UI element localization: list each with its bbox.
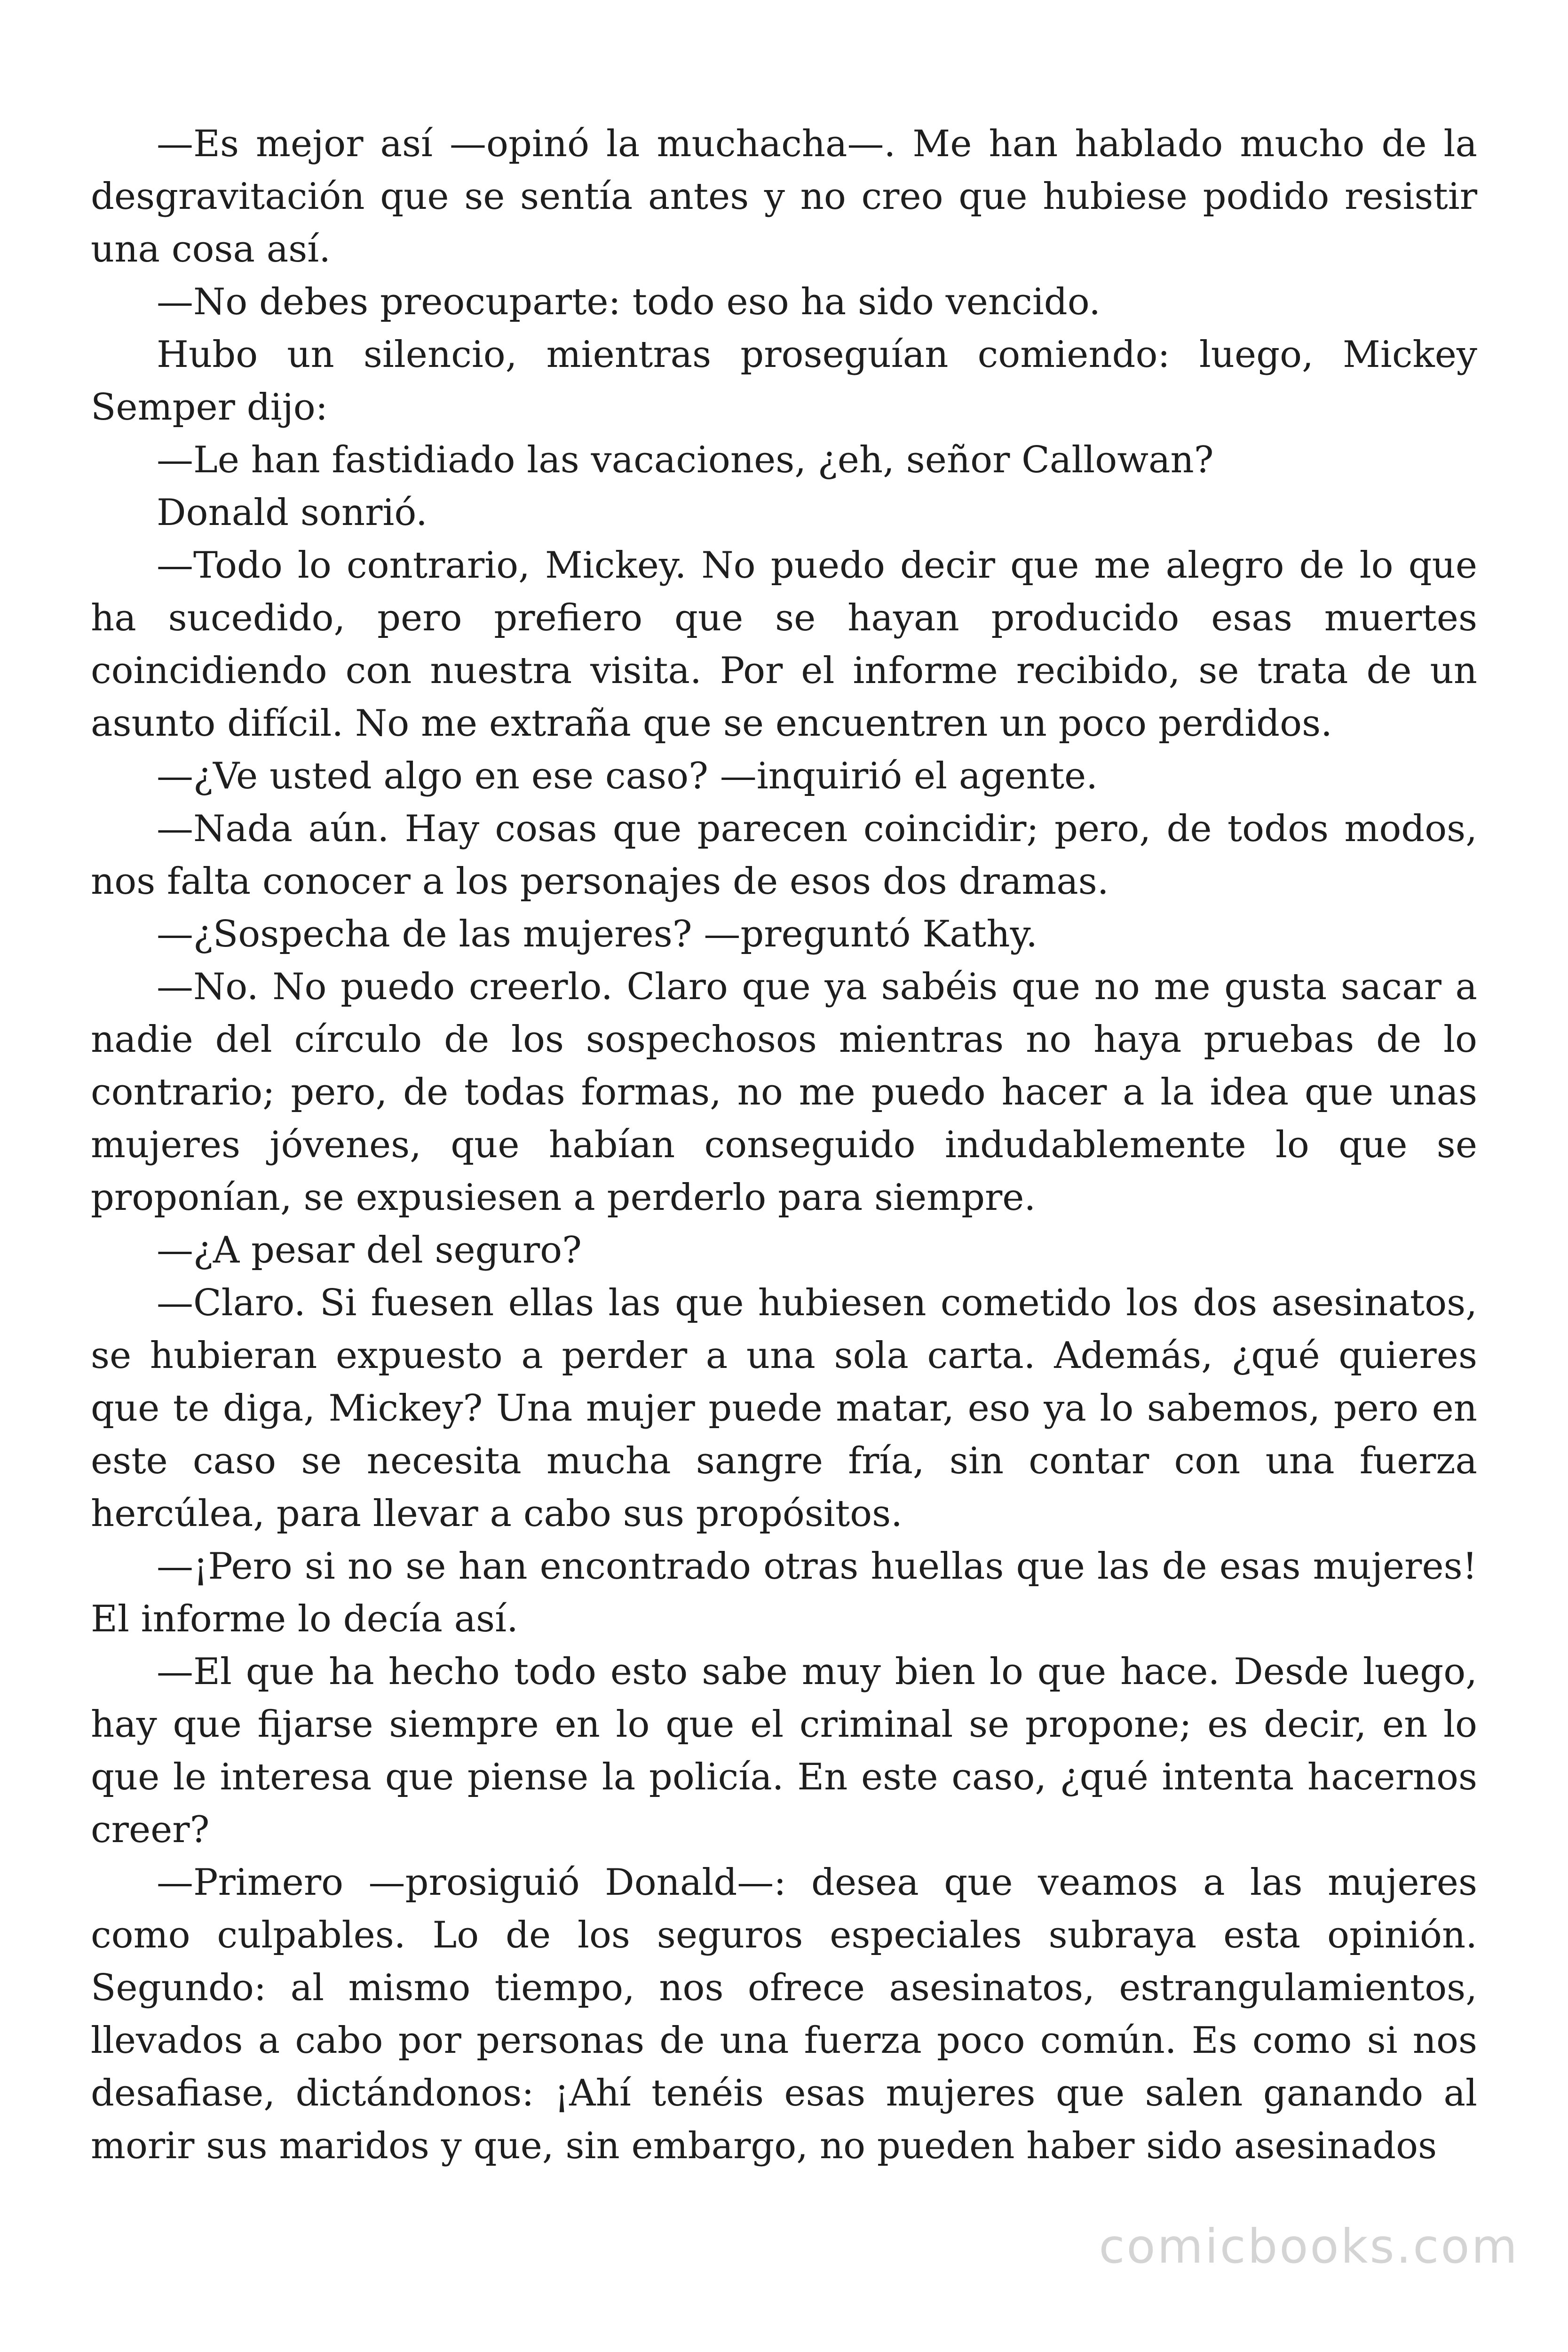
paragraph: —Claro. Si fuesen ellas las que hubiesen cometido los dos asesinatos, se hubieran expuesto a perder a una sola carta. Además, ¿qué quieres que te diga, Mickey? Una mujer puede matar, eso ya lo sabemos, pero en este caso se necesita mucha sangre fría, sin contar con una fuerza hercúlea, para llevar a cabo sus propósitos. xyxy=(91,1282,1477,1535)
paragraph: —¿Ve usted algo en ese caso? —inquirió el agente. xyxy=(157,755,1098,797)
paragraph: —¿A pesar del seguro? xyxy=(157,1229,582,1271)
paragraph: —No debes preocuparte: todo eso ha sido vencido. xyxy=(157,281,1101,323)
paragraph: —El que ha hecho todo esto sabe muy bien lo que hace. Desde luego, hay que fijarse siempre en lo que el criminal se propone; es decir, en lo que le interesa que piense la policía. En este caso, ¿qué intenta hacernos creer? xyxy=(91,1651,1477,1851)
page-body xyxy=(91,118,1477,2172)
paragraph: —Nada aún. Hay cosas que parecen coincidir; pero, de todos modos, nos falta conocer a los personajes de esos dos dramas. xyxy=(91,808,1477,903)
paragraph: —¡Pero si no se han encontrado otras huellas que las de esas mujeres! El informe lo decía así. xyxy=(91,1545,1477,1640)
paragraph: —¿Sospecha de las mujeres? —preguntó Kathy. xyxy=(157,913,1038,955)
paragraph: —No. No puedo creerlo. Claro que ya sabéis que no me gusta sacar a nadie del círculo de los sospechosos mientras no haya pruebas de lo contrario; pero, de todas formas, no me puedo hacer a la idea que unas mujeres jóvenes, que habían conseguido indudablemente lo que se proponían, se expusiesen a perderlo para siempre. xyxy=(91,966,1477,1219)
paragraph: —Es mejor así —opinó la muchacha—. Me han hablado mucho de la desgravitación que se sentía antes y no creo que hubiese podido resistir una cosa así. xyxy=(91,123,1477,270)
paragraph: —Primero —prosiguió Donald—: desea que veamos a las mujeres como culpables. Lo de los seguros especiales subraya esta opinión. Segundo: al mismo tiempo, nos ofrece asesinatos, estrangulamientos, llevados a cabo por personas de una fuerza poco común. Es como si nos desafiase, dictándonos: ¡Ahí tenéis esas mujeres que salen ganando al morir sus maridos y que, sin embargo, no pueden haber sido asesinados xyxy=(91,1861,1477,2167)
watermark: comicbooks.com xyxy=(1099,2219,1519,2274)
paragraph: Donald sonrió. xyxy=(157,492,428,534)
paragraph: —Todo lo contrario, Mickey. No puedo decir que me alegro de lo que ha sucedido, pero prefiero que se hayan producido esas muertes coincidiendo con nuestra visita. Por el informe recibido, se trata de un asunto difícil. No me extraña que se encuentren un poco perdidos. xyxy=(91,544,1477,745)
paragraph: —Le han fastidiado las vacaciones, ¿eh, señor Callowan? xyxy=(157,439,1214,481)
paragraph: Hubo un silencio, mientras proseguían comiendo: luego, Mickey Semper dijo: xyxy=(91,334,1477,429)
